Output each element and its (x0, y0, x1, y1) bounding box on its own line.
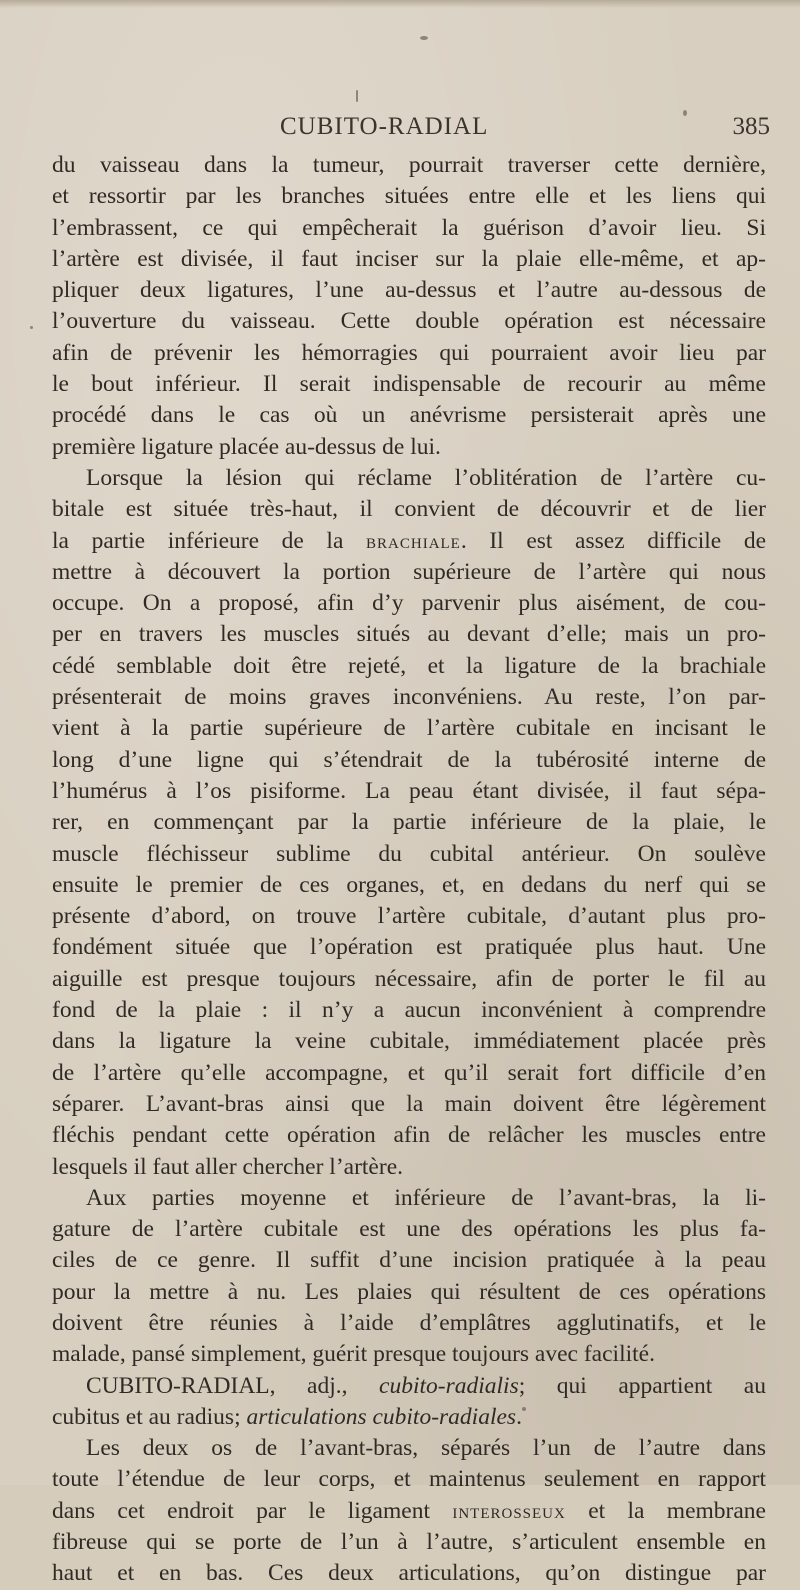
text-line: ensuite le premier de ces organes, et, en dedans du nerf qui se (52, 871, 766, 898)
text-line: le bout inférieur. Il serait indispensable de recourir au même (52, 371, 766, 398)
running-head: CUBITO-RADIAL (280, 113, 489, 140)
text-run: ; qui appartient au (518, 1372, 766, 1399)
text-line (52, 526, 766, 557)
text-run: . Il est assez difficile de (460, 527, 766, 554)
text-line: pour la mettre à nu. Les plaies qui résultent de ces opérations (52, 1278, 766, 1305)
text-line: première ligature placée au-dessus de lui. (52, 433, 441, 460)
text-line (52, 1496, 766, 1527)
text-line: per en travers les muscles situés au devant d’elle; mais un pro- (52, 621, 766, 648)
text-run: dans cet endroit par le ligament (52, 1497, 453, 1524)
text-line: fond de la plaie : il n’y a aucun inconvénient à comprendre (52, 997, 766, 1024)
text-line: malade, pansé simplement, guérit presque toujours avec facilité. (52, 1341, 655, 1368)
text-line: ciles de ce genre. Il suffit d’une incision pratiquée à la peau (52, 1247, 766, 1274)
text-line: l’artère est divisée, il faut inciser sur la plaie elle-même, et ap- (52, 245, 766, 272)
entry-headword-line (52, 1371, 766, 1402)
text-line: toute l’étendue de leur corps, et maintenus seulement en rapport (52, 1466, 766, 1493)
text-line: bitale est située très-haut, il convient de découvrir et de lier (52, 496, 766, 523)
text-line: Lorsque la lésion qui réclame l’oblitération de l’artère cu- (86, 464, 766, 491)
text-line: l’ouverture du vaisseau. Cette double opération est nécessaire (52, 308, 766, 335)
text-line: fondément située que l’opération est pratiquée plus haut. Une (52, 934, 766, 961)
text-line: long d’une ligne qui s’étendrait de la tubérosité interne de (52, 746, 766, 773)
text-line: muscle fléchisseur sublime du cubital antérieur. On soulève (52, 840, 766, 867)
text-line: l’embrassent, ce qui empêcherait la guérison d’avoir lieu. Si (52, 214, 766, 241)
text-line: mettre à découvert la portion supérieure de l’artère qui nous (52, 558, 766, 585)
text-line: lesquels il faut aller chercher l’artère. (52, 1153, 403, 1180)
text-line: haut et en bas. Ces deux articulations, qu’on distingue par (52, 1560, 766, 1587)
text-line: gature de l’artère cubitale est une des opérations les plus fa- (52, 1216, 766, 1243)
text-line: Les deux os de l’avant-bras, séparés l’un de l’autre dans (86, 1435, 766, 1462)
text-line: Aux parties moyenne et inférieure de l’avant-bras, la li- (86, 1184, 766, 1211)
page-top-edge (0, 0, 800, 8)
ink-speck (30, 326, 33, 329)
text-line: procédé dans le cas où un anévrisme persisterait après une (52, 402, 766, 429)
text-line: dans la ligature la veine cubitale, immédiatement placée près (52, 1028, 766, 1055)
italic-term: cubito-radialis (379, 1372, 519, 1399)
text-line: afin de prévenir les hémorragies qui pourraient avoir lieu par (52, 339, 766, 366)
text-line: cédé semblable doit être rejeté, et la ligature de la brachiale (52, 652, 766, 679)
text-line: présente d’abord, on trouve l’artère cubitale, d’autant plus pro- (52, 903, 766, 930)
text-line: occupe. On a proposé, afin d’y parvenir plus aisément, de cou- (52, 590, 766, 617)
text-line: de l’artère qu’elle accompagne, et qu’il serait fort difficile d’en (52, 1059, 766, 1086)
page-number: 385 (732, 113, 770, 140)
small-caps-term: brachiale (366, 528, 461, 553)
text-line: fléchis pendant cette opération afin de relâcher les muscles entre (52, 1122, 766, 1149)
text-line: doivent être réunies à l’aide d’emplâtres agglutinatifs, et le (52, 1309, 766, 1336)
italic-term: articulations cubito-radiales (246, 1403, 517, 1430)
text-line (52, 1402, 766, 1433)
body-text (52, 150, 766, 1590)
text-run: CUBITO-RADIAL, adj., (86, 1372, 380, 1399)
text-line: vient à la partie supérieure de l’artère cubitale en incisant le (52, 715, 766, 742)
ink-speck (356, 90, 358, 102)
page-header (60, 113, 770, 145)
small-caps-term: interosseux (452, 1498, 566, 1523)
text-line: aiguille est presque toujours nécessaire, afin de porter le fil au (52, 965, 766, 992)
text-line: séparer. L’avant-bras ainsi que la main doivent être légèrement (52, 1090, 766, 1117)
text-line: et ressortir par les branches situées entre elle et les liens qui (52, 183, 766, 210)
text-line: rer, en commençant par la partie inférieure de la plaie, le (52, 809, 766, 836)
text-line: présenterait de moins graves inconvéniens. Au reste, l’on par- (52, 684, 766, 711)
text-run: la partie inférieure de la (52, 527, 367, 554)
text-line: du vaisseau dans la tumeur, pourrait traverser cette dernière, (52, 152, 766, 178)
ink-speck (420, 36, 428, 40)
text-run: et la membrane (565, 1497, 766, 1524)
text-run: cubitus et au radius; (52, 1403, 247, 1430)
text-line: l’humérus à l’os pisiforme. La peau étant divisée, il faut sépa- (52, 777, 766, 804)
text-run: . (516, 1403, 522, 1430)
text-line: fibreuse qui se porte de l’un à l’autre, s’articulent ensemble en (52, 1529, 766, 1556)
text-line: pliquer deux ligatures, l’une au-dessus et l’autre au-dessous de (52, 277, 766, 304)
